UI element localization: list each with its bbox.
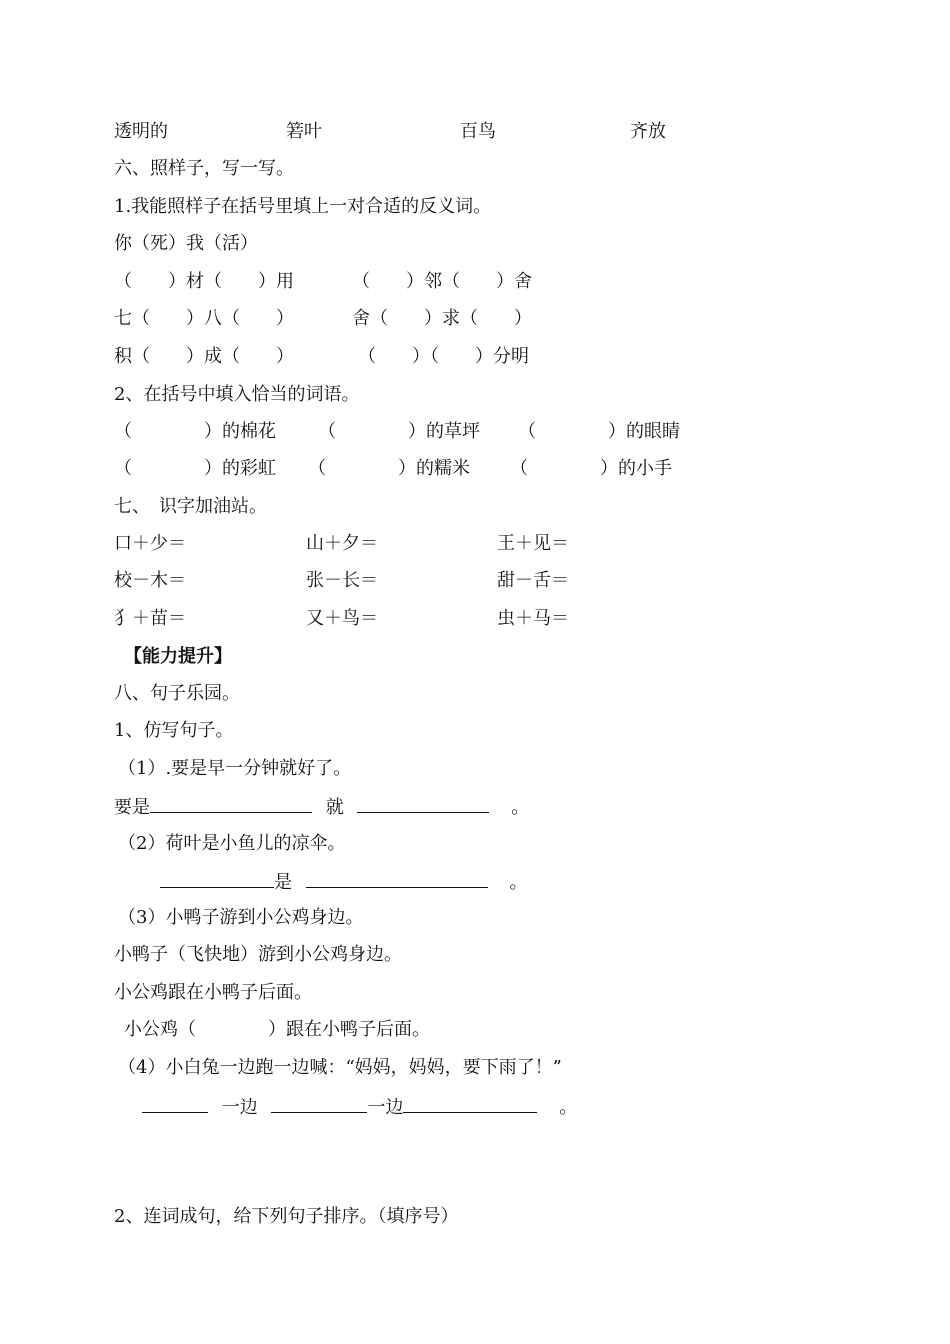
sentence-2-blank-b[interactable]	[306, 869, 488, 888]
antonym-blank-1[interactable]: （ ）材（ ）用	[114, 271, 294, 292]
sentence-1-fill-row	[114, 794, 529, 820]
question-8-2: 2、连词成句，给下列句子排序。（填序号）	[114, 1206, 459, 1227]
char-equation-5: 张－长＝	[306, 570, 378, 591]
char-equation-3: 王＋见＝	[497, 533, 569, 554]
sentence-2-example: （2）荷叶是小鱼儿的凉伞。	[118, 833, 346, 854]
sentence-4-blank-c[interactable]	[403, 1094, 537, 1113]
char-equation-1: 口＋少＝	[114, 533, 186, 554]
sentence-1-blank-b[interactable]	[357, 794, 489, 813]
antonym-blank-5[interactable]: 积（ ）成（ ）	[114, 346, 294, 367]
sentence-2-end: 。	[509, 872, 528, 893]
phrase-blank-cotton[interactable]: （ ）的棉花	[114, 421, 276, 442]
sentence-4-blank-a[interactable]	[142, 1094, 208, 1113]
sentence-3-model: 小鸭子（飞快地）游到小公鸡身边。	[114, 944, 402, 965]
question-6-1: 1.我能照样子在括号里填上一对合适的反义词。	[114, 196, 492, 217]
question-6-2: 2、在括号中填入恰当的词语。	[114, 384, 360, 405]
sentence-4-fill-row	[142, 1094, 577, 1120]
antonym-blank-2[interactable]: （ ）邻（ ）舍	[352, 271, 532, 292]
question-8-1: 1、仿写句子。	[114, 720, 234, 741]
sentence-1-blank-a[interactable]	[150, 794, 312, 813]
char-equation-9: 虫＋马＝	[497, 608, 569, 629]
sentence-4-blank-b[interactable]	[271, 1094, 367, 1113]
sentence-2-mid: 是	[274, 872, 292, 893]
phrase-blank-eyes[interactable]: （ ）的眼睛	[518, 421, 680, 442]
sentence-1-end: 。	[511, 797, 530, 818]
char-equation-2: 山＋夕＝	[306, 533, 378, 554]
char-equation-6: 甜－舌＝	[497, 570, 569, 591]
sentence-2-blank-a[interactable]	[160, 869, 274, 888]
word-birds: 百鸟	[460, 121, 496, 142]
sentence-3-fill[interactable]: 小公鸡（ ）跟在小鸭子后面。	[124, 1019, 430, 1040]
sentence-4-mid-a: 一边	[221, 1097, 258, 1118]
sentence-1-prefix: 要是	[114, 797, 150, 818]
char-equation-7: 犭＋苗＝	[114, 608, 186, 629]
sentence-3-base: 小公鸡跟在小鸭子后面。	[114, 982, 312, 1003]
phrase-blank-hands[interactable]: （ ）的小手	[510, 458, 672, 479]
phrase-blank-rainbow[interactable]: （ ）的彩虹	[114, 458, 276, 479]
sentence-2-fill-row	[160, 869, 527, 895]
sentence-1-mid: 就	[325, 797, 344, 818]
sentence-1-example: （1）.要是早一分钟就好了。	[118, 758, 352, 779]
section-6-title: 六、照样子，写一写。	[114, 158, 294, 179]
char-equation-8: 又＋鸟＝	[306, 608, 378, 629]
antonym-example: 你（死）我（活）	[114, 233, 258, 254]
word-transparent: 透明的	[114, 121, 168, 142]
ability-heading: 【能力提升】	[124, 646, 232, 667]
word-leaf: 箬叶	[286, 121, 322, 142]
char-equation-4: 校－木＝	[114, 570, 186, 591]
phrase-blank-rice[interactable]: （ ）的糯米	[308, 458, 470, 479]
antonym-blank-4[interactable]: 舍（ ）求（ ）	[352, 308, 532, 329]
sentence-4-mid-b: 一边	[367, 1097, 404, 1118]
sentence-4-end: 。	[559, 1097, 578, 1118]
sentence-3-example: （3）小鸭子游到小公鸡身边。	[118, 907, 364, 928]
antonym-blank-3[interactable]: 七（ ）八（ ）	[114, 308, 294, 329]
sentence-4-example: （4）小白兔一边跑一边喊：“妈妈，妈妈，要下雨了！”	[118, 1057, 562, 1078]
word-bloom: 齐放	[630, 121, 666, 142]
phrase-blank-lawn[interactable]: （ ）的草坪	[318, 421, 480, 442]
section-8-title: 八、句子乐园。	[114, 683, 240, 704]
antonym-blank-6[interactable]: （ ）（ ）分明	[358, 346, 529, 367]
section-7-title: 七、 识字加油站。	[114, 496, 267, 517]
